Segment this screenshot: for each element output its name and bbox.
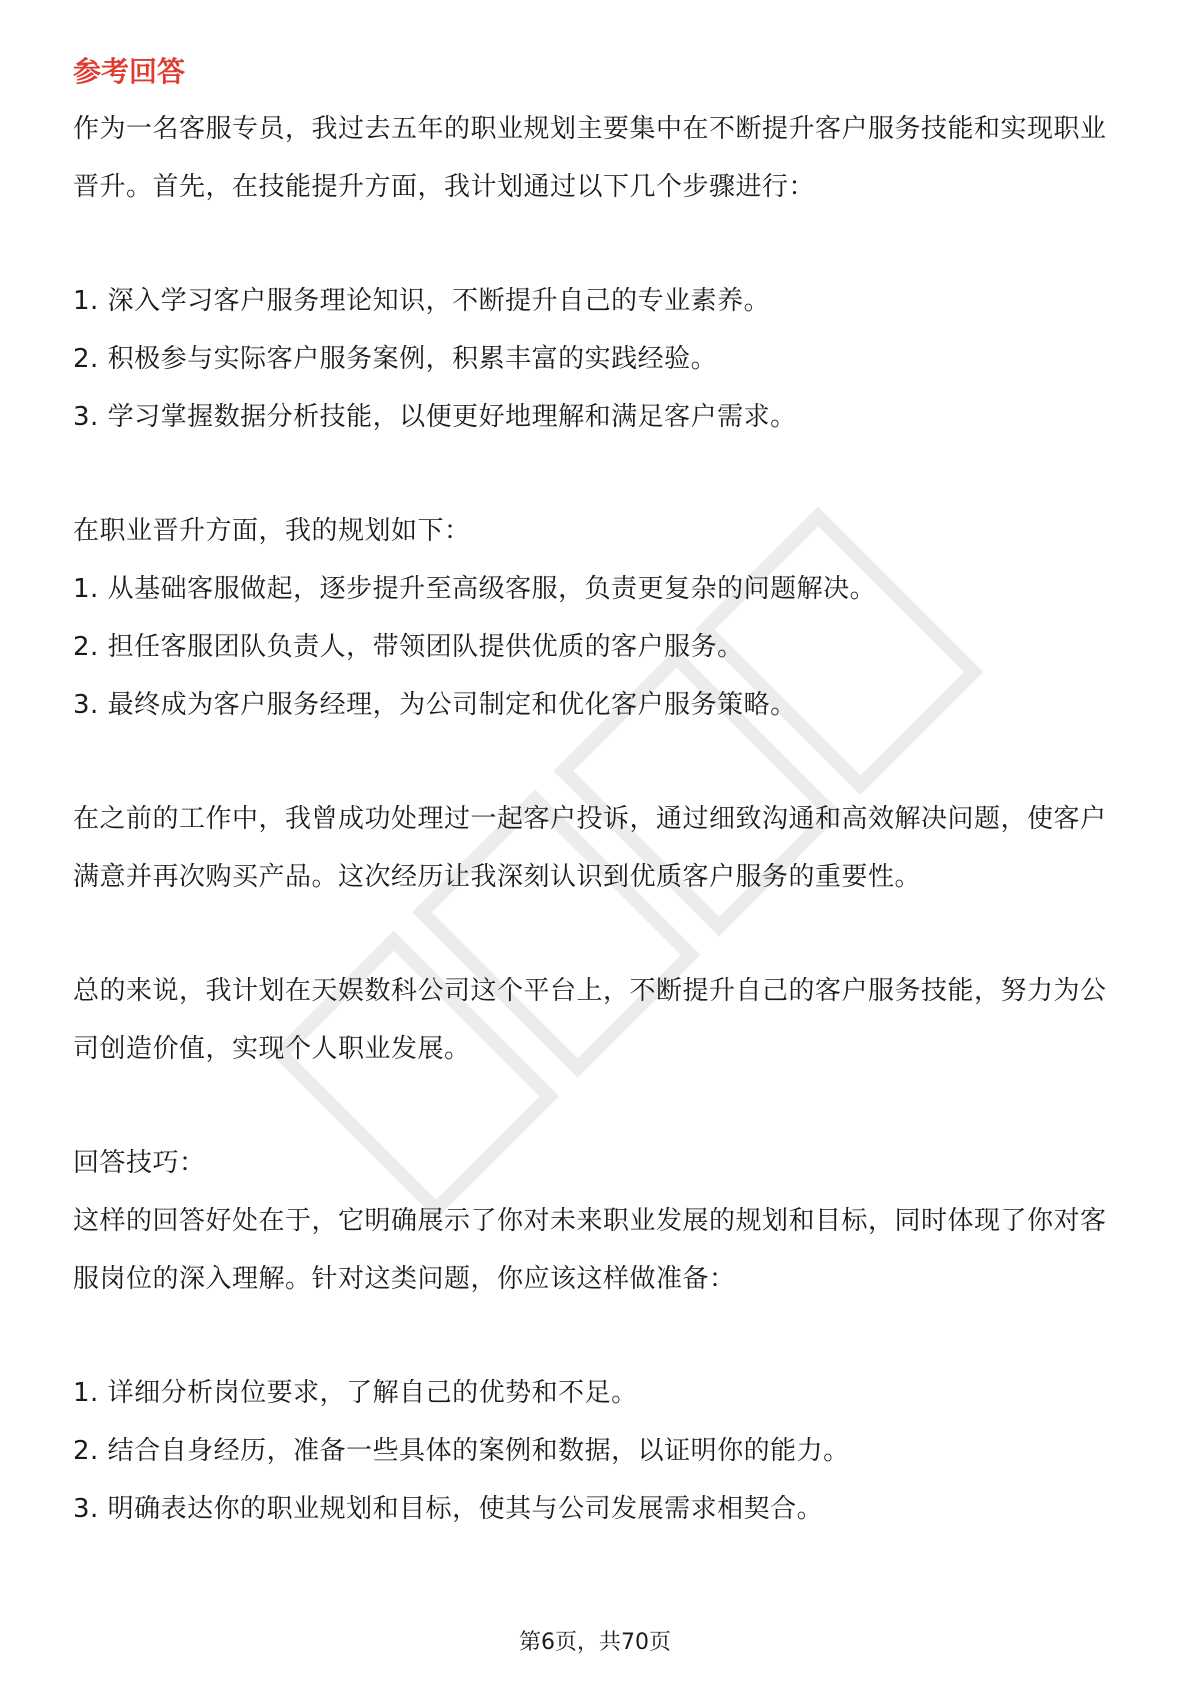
list-item: 2. 结合自身经历，准备一些具体的案例和数据，以证明你的能力。	[73, 1436, 850, 1466]
document-content	[73, 44, 1123, 1538]
intro-paragraph: 作为一名客服专员，我过去五年的职业规划主要集中在不断提升客户服务技能和实现职业晋升。首先，在技能提升方面，我计划通过以下几个步骤进行：	[73, 114, 1107, 202]
list-item: 3. 学习掌握数据分析技能，以便更好地理解和满足客户需求。	[73, 402, 797, 432]
answer-heading: 参考回答	[73, 55, 186, 88]
list-item: 3. 最终成为客户服务经理，为公司制定和优化客户服务策略。	[73, 690, 797, 720]
list-item: 1. 从基础客服做起，逐步提升至高级客服，负责更复杂的问题解决。	[73, 574, 877, 604]
list-item: 1. 详细分析岗位要求，了解自己的优势和不足。	[73, 1378, 638, 1408]
list-item: 2. 积极参与实际客户服务案例，积累丰富的实践经验。	[73, 344, 718, 374]
career-intro: 在职业晋升方面，我的规划如下：	[73, 516, 471, 546]
summary-paragraph: 总的来说，我计划在天娱数科公司这个平台上，不断提升自己的客户服务技能，努力为公司创造价值，实现个人职业发展。	[73, 976, 1107, 1064]
page-number: 第6页，共70页	[519, 1630, 671, 1655]
experience-paragraph: 在之前的工作中，我曾成功处理过一起客户投诉，通过细致沟通和高效解决问题，使客户满意并再次购买产品。这次经历让我深刻认识到优质客户服务的重要性。	[73, 804, 1107, 892]
list-item: 3. 明确表达你的职业规划和目标，使其与公司发展需求相契合。	[73, 1494, 824, 1524]
list-item: 2. 担任客服团队负责人，带领团队提供优质的客户服务。	[73, 632, 744, 662]
tips-title: 回答技巧：	[73, 1148, 206, 1178]
list-item: 1. 深入学习客户服务理论知识，不断提升自己的专业素养。	[73, 286, 771, 316]
tips-paragraph: 这样的回答好处在于，它明确展示了你对未来职业发展的规划和目标，同时体现了你对客服岗位的深入理解。针对这类问题，你应该这样做准备：	[73, 1206, 1107, 1294]
